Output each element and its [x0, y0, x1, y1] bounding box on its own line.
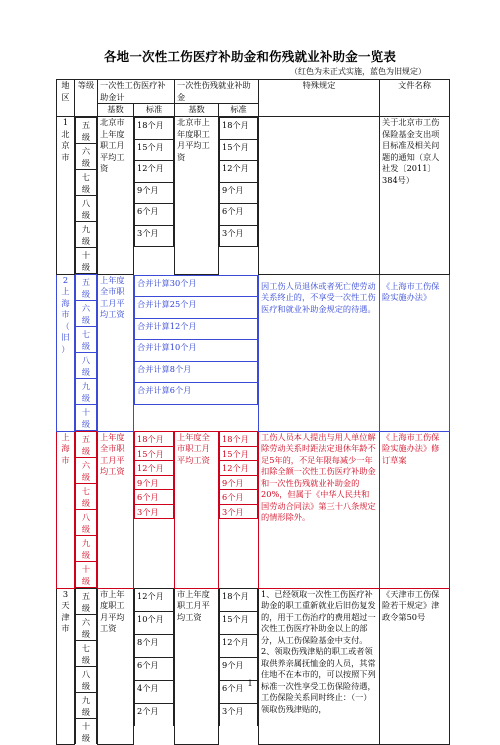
header-med-base: 基数 [98, 104, 134, 117]
std-list [134, 431, 174, 519]
std-cell: 合并计算30个月 [135, 275, 258, 297]
doc-beijing: 关于北京市工伤保险基金支出项目标准及相关问题的通知（京人社发〔2011〕384号） [380, 117, 450, 275]
special-beijing [259, 117, 380, 275]
section-beijing [57, 117, 450, 275]
header-region: 地区 [57, 80, 75, 117]
med-std-beijing [134, 117, 175, 275]
doc-shanghai-new: 《上海市工伤保险实施办法》修订草案 [380, 431, 450, 588]
std-list [219, 588, 258, 726]
special-tianjin: 1、已经领取一次性工伤医疗补助金的职工重新就业后旧伤复发的，用于工伤治疗的费用超过一次性工伤医疗补助金以上的部分，从工伤保险基金中支付。 2、领取伤残津贴的职工或者领取供养亲属抚恤金的人员，其常住地不在本市的，可以按照下列标准一次性享受工伤保险待遇，工伤保险关系同时终止：（一）领取伤残津贴的， [259, 588, 380, 744]
std-cell: 6个月 [220, 490, 258, 505]
section-shanghai-new [57, 431, 450, 588]
std-cell: 4个月 [135, 681, 174, 704]
std-cell: 6个月 [135, 204, 174, 226]
std-cell: 3个月 [220, 225, 258, 247]
grade-cell: 六级 [76, 458, 97, 484]
emp-base-tianjin: 市上年度职工月平均工资 [175, 588, 219, 744]
grade-cell: 九级 [76, 222, 97, 248]
med-base-beijing: 北京市上年度职工月平均工资 [98, 117, 134, 275]
std-cell: 6个月 [220, 204, 258, 226]
header-medical: 一次性工伤医疗补助金计 [98, 80, 175, 104]
region-shanghai-old: 2 上 海 市 （ 旧 ） [57, 274, 75, 431]
grade-list [75, 588, 97, 744]
std-cell: 8个月 [135, 635, 174, 658]
grade-cell: 十级 [76, 405, 97, 431]
region-tianjin: 3 天 津 市 [57, 588, 75, 744]
std-cell: 12个月 [220, 461, 258, 476]
std-shanghai-old [134, 274, 259, 431]
grade-list [75, 117, 97, 274]
std-cell: 15个月 [220, 446, 258, 461]
std-cell: 18个月 [135, 118, 174, 140]
emp-std-tianjin [219, 588, 259, 744]
header-employment: 一次性伤残就业补助金 [175, 80, 259, 104]
std-cell: 9个月 [220, 182, 258, 204]
grade-cell: 八级 [76, 510, 97, 536]
grade-cell: 九级 [76, 693, 97, 719]
std-cell: 15个月 [135, 139, 174, 161]
emp-base-beijing: 北京市上年度职工月平均工资 [175, 117, 219, 275]
med-base-tianjin: 市上年度职工月平均工资 [98, 588, 134, 744]
std-list [134, 588, 174, 726]
std-list [134, 275, 258, 405]
std-cell: 18个月 [220, 589, 258, 612]
grades-beijing [75, 117, 98, 275]
grade-cell: 六级 [76, 144, 97, 170]
std-cell: 12个月 [220, 161, 258, 183]
special-shanghai-new: 工伤人员本人提出与用人单位解除劳动关系时距法定退休年龄不足5年的，不足年限每减少一年扣除全额一次性工伤医疗补助金和一次性伤残就业补助金的20%，但属于《中华人民共和国劳动合同法》第三十八条规定的情形除外。 [259, 431, 380, 588]
std-cell: 3个月 [135, 225, 174, 247]
std-cell: 合并计算10个月 [135, 340, 258, 362]
grade-cell: 九级 [76, 536, 97, 562]
special-shanghai-old: 因工伤人员退休或者死亡使劳动关系终止的，不享受一次性工伤医疗和就业补助金规定的待遇。 [259, 274, 380, 431]
std-cell: 18个月 [135, 432, 174, 447]
std-cell: 9个月 [220, 658, 258, 681]
grade-cell: 八级 [76, 196, 97, 222]
std-cell: 9个月 [135, 475, 174, 490]
std-cell: 合并计算25个月 [135, 297, 258, 319]
grade-cell: 六级 [76, 615, 97, 641]
std-cell: 合并计算8个月 [135, 361, 258, 383]
page-title: 各地一次性工伤医疗补助金和伤残就业补助金一览表 [103, 49, 397, 64]
header-emp-standard: 标准 [219, 104, 259, 117]
grade-cell: 五级 [76, 118, 97, 144]
grade-cell: 八级 [76, 353, 97, 379]
std-cell: 12个月 [220, 635, 258, 658]
std-cell: 18个月 [220, 118, 258, 140]
page-number: 1 [247, 679, 253, 688]
std-cell: 15个月 [135, 446, 174, 461]
std-cell: 合并计算12个月 [135, 318, 258, 340]
grade-cell: 七级 [76, 327, 97, 353]
grades-shanghai-new [75, 431, 98, 588]
std-cell: 10个月 [135, 612, 174, 635]
grade-list [75, 431, 97, 588]
grade-cell: 五级 [76, 275, 97, 301]
std-cell: 6个月 [135, 658, 174, 681]
header-emp-base: 基数 [175, 104, 219, 117]
subsidy-table [56, 79, 450, 745]
color-note: （红色为未正式实施，蓝色为旧规定） [290, 67, 426, 76]
region-shanghai-new: 上 海 市 [57, 431, 75, 588]
grade-list [75, 274, 97, 431]
std-cell: 15个月 [220, 612, 258, 635]
emp-std-beijing [219, 117, 259, 275]
grade-cell: 五级 [76, 432, 97, 458]
header-docname: 文件名称 [380, 80, 450, 117]
region-beijing: 1 北 京 市 [57, 117, 75, 275]
doc-shanghai-old: 《上海市工伤保险实施办法》 [380, 274, 450, 431]
std-cell: 2个月 [135, 704, 174, 727]
std-cell: 12个月 [135, 589, 174, 612]
std-cell: 18个月 [220, 432, 258, 447]
grades-tianjin [75, 588, 98, 744]
grade-cell: 七级 [76, 170, 97, 196]
section-shanghai-old [57, 274, 450, 431]
std-cell: 6个月 [220, 681, 258, 704]
std-cell: 15个月 [220, 139, 258, 161]
grade-cell: 五级 [76, 589, 97, 615]
grade-cell: 七级 [76, 484, 97, 510]
std-cell: 3个月 [220, 704, 258, 727]
std-cell: 6个月 [135, 490, 174, 505]
doc-tianjin: 《天津市工伤保险若干规定》津政令第50号 [380, 588, 450, 744]
std-cell: 3个月 [135, 504, 174, 519]
std-cell: 9个月 [135, 182, 174, 204]
std-cell: 12个月 [135, 161, 174, 183]
emp-base-shanghai-new: 上年度全市职工月平均工资 [175, 431, 219, 588]
base-shanghai-old: 上年度全市职工月平均工资 [98, 274, 134, 431]
std-cell: 9个月 [220, 475, 258, 490]
grades-shanghai-old [75, 274, 98, 431]
std-list [219, 117, 258, 247]
std-cell: 12个月 [135, 461, 174, 476]
std-cell: 合并计算6个月 [135, 383, 258, 405]
header-grade: 等级 [75, 80, 98, 117]
section-tianjin [57, 588, 450, 744]
header-special: 特殊规定 [259, 80, 380, 117]
med-std-tianjin [134, 588, 175, 744]
grade-cell: 十级 [76, 248, 97, 274]
std-cell: 3个月 [220, 504, 258, 519]
grade-cell: 九级 [76, 379, 97, 405]
med-base-shanghai-new: 上年度全市职工月平均工资 [98, 431, 134, 588]
grade-cell: 七级 [76, 641, 97, 667]
grade-cell: 八级 [76, 667, 97, 693]
grade-cell: 十级 [76, 719, 97, 745]
grade-cell: 十级 [76, 562, 97, 588]
grade-cell: 六级 [76, 301, 97, 327]
med-std-shanghai-new [134, 431, 175, 588]
header-med-standard: 标准 [134, 104, 175, 117]
std-list [219, 431, 258, 519]
std-list [134, 117, 174, 247]
emp-std-shanghai-new [219, 431, 259, 588]
